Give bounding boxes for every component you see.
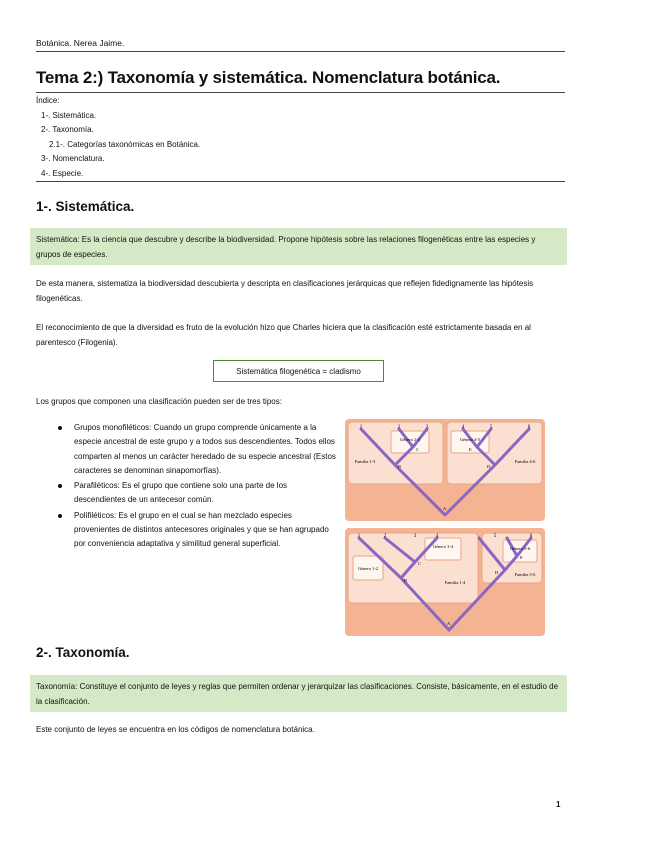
node-label: A (447, 621, 451, 626)
table-of-contents (36, 94, 200, 182)
genus-label: Género 1-2 (357, 566, 379, 571)
paragraph: El reconocimiento de que la diversidad es fruto de la evolución hizo que Charles hiciera que la clasificación esté estrictamente basada en al parentesco (Filogenia). (36, 323, 531, 347)
tip-label: 4 (435, 534, 439, 539)
document-title: Tema 2:) Taxonomía y sistemática. Nomenclatura botánica. (36, 68, 501, 87)
cladogram-paraphyletic-figure (345, 528, 545, 636)
genus-label: Género 5-6 (509, 546, 531, 551)
tip-label: 3 (413, 534, 417, 539)
tip-label: 5 (489, 425, 493, 430)
list-item-text: Polifiléticos: Es el grupo en el cual se han mezclado especies provenientes de distintos antecesores originales y que se han agrupado por conveniencia adaptativa y similitud general superficial. (74, 510, 329, 549)
tip-label: 3 (425, 425, 429, 430)
tip-label: 6 (527, 425, 531, 430)
node-label: E (469, 447, 472, 452)
group-types-list (58, 421, 338, 553)
family-label: Familia 5-6 (514, 572, 536, 577)
section-heading-sistematica: 1-. Sistemática. (36, 199, 135, 214)
family-label: Familia 1-3 (354, 459, 376, 464)
toc-item[interactable]: 2.1-. Categorías taxonómicas en Botánica. (49, 139, 201, 149)
node-label: B (398, 464, 402, 469)
tip-label: 5 (493, 534, 497, 539)
node-label: A (443, 506, 447, 511)
node-label: B (404, 578, 408, 583)
section-heading-taxonomia: 2-. Taxonomía. (36, 645, 130, 660)
paragraph: De esta manera, sistematiza la biodiversidad descubierta y descripta en clasificaciones jerárquicas que reflejen fidedignamente las hipótesis filogenéticas. (36, 279, 534, 303)
bullet-icon (58, 426, 62, 430)
running-header: Botánica. Nerea Jaime. (36, 38, 125, 48)
tip-label: 2 (383, 534, 387, 539)
header-rule (36, 51, 565, 52)
toc-heading: Índice: (36, 96, 60, 105)
node-label: C (416, 447, 420, 452)
node-label: E (520, 555, 523, 560)
node-label: C (418, 561, 422, 566)
tip-label: 2 (397, 425, 401, 430)
definition-box-taxonomia: Taxonomía: Constituye el conjunto de leyes y reglas que permiten ordenar y jerarquizar las clasificaciones. Consiste, básicamente, en el estudio de la clasificación. (30, 675, 567, 712)
list-item (58, 479, 338, 508)
tip-label: 1 (357, 534, 361, 539)
tip-label: 4 (461, 425, 465, 430)
paragraph: Este conjunto de leyes se encuentra en los códigos de nomenclatura botánica. (36, 725, 315, 734)
groups-intro: Los grupos que componen una clasificación pueden ser de tres tipos: (36, 397, 282, 406)
list-item-text: Parafiléticos: Es el grupo que contiene solo una parte de los descendientes de un antecesor común. (74, 481, 288, 505)
toc-rule (36, 181, 565, 182)
tip-label: 1 (359, 425, 363, 430)
toc-item[interactable]: 4-. Especie. (41, 168, 84, 178)
node-label: D (495, 570, 499, 575)
genus-label: Género 2-3 (399, 437, 421, 442)
title-rule (36, 92, 565, 93)
page-number: 1 (556, 800, 561, 809)
family-label: Familia 4-6 (514, 459, 536, 464)
formula-box: Sistemática filogenética = cladismo (213, 360, 384, 382)
toc-item[interactable]: 3-. Nomenclatura. (41, 154, 105, 164)
toc-item[interactable]: 2-. Taxonomía. (41, 125, 94, 135)
cladogram-monophyletic-figure (345, 419, 545, 521)
tip-label: 6 (529, 534, 533, 539)
genus-label: Género 4-5 (459, 437, 481, 442)
toc-item[interactable]: 1-. Sistemática. (41, 110, 97, 120)
family-label: Familia 1-4 (444, 580, 466, 585)
list-item (58, 509, 338, 552)
node-label: D (487, 464, 491, 469)
bullet-icon (58, 514, 62, 518)
genus-box (425, 538, 461, 560)
genus-label: Género 3-4 (432, 544, 454, 549)
bullet-icon (58, 484, 62, 488)
list-item (58, 421, 338, 478)
list-item-text: Grupos monofiléticos: Cuando un grupo comprende únicamente a la especie ancestral de este grupo y a todos sus descendientes. Todos ellos comparten al menos un carácter heredado de su especie ancestral (Estos caracteres se denominan sinapomorfías). (74, 423, 336, 475)
definition-box-sistematica: Sistemática: Es la ciencia que descubre y describe la biodiversidad. Propone hipótesis sobre las relaciones filogenéticas entre las especies y grupos de especies. (30, 228, 567, 265)
